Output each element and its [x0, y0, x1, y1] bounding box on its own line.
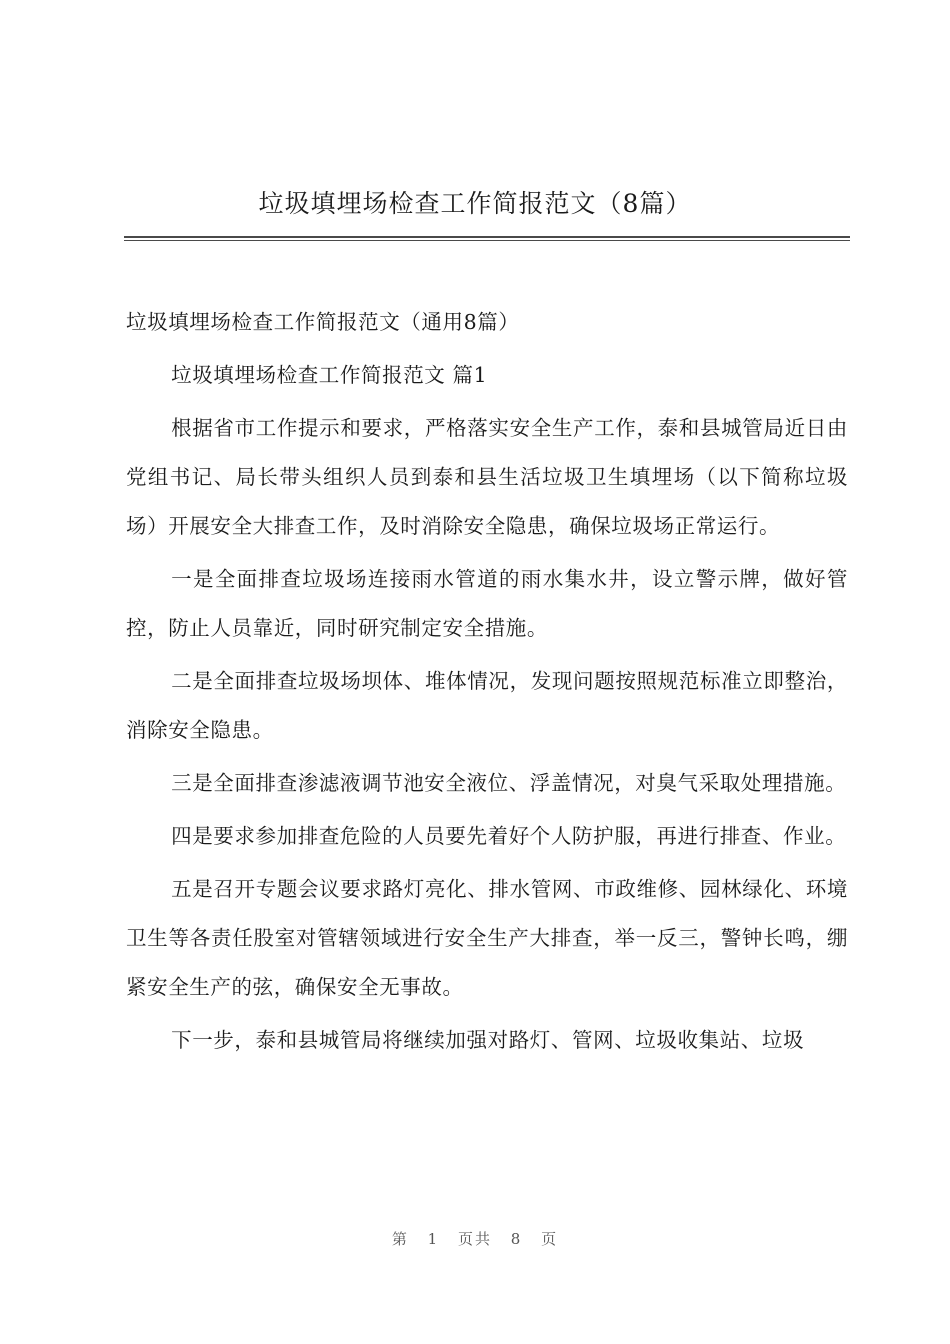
page-footer — [0, 1228, 950, 1249]
paragraph-1: 垃圾填埋场检查工作简报范文 篇1 — [171, 363, 488, 387]
paragraph-3: 一是全面排查垃圾场连接雨水管道的雨水集水井，设立警示牌，做好管控，防止人员靠近，同时研究制定安全措施。 — [126, 567, 848, 640]
title-divider — [124, 236, 850, 241]
paragraph-6: 四是要求参加排查危险的人员要先着好个人防护服，再进行排查、作业。 — [171, 824, 847, 848]
footer-middle: 页共 — [457, 1230, 492, 1248]
paragraph-5: 三是全面排查渗滤液调节池安全液位、浮盖情况，对臭气采取处理措施。 — [171, 771, 847, 795]
paragraph-8: 下一步，泰和县城管局将继续加强对路灯、管网、垃圾收集站、垃圾 — [171, 1028, 805, 1052]
document-body — [126, 298, 848, 1069]
footer-current-page: 1 — [427, 1230, 440, 1248]
footer-prefix: 第 — [391, 1230, 409, 1248]
document-title: 垃圾填埋场检查工作简报范文（8篇） — [258, 189, 692, 218]
paragraph-0: 垃圾填埋场检查工作简报范文（通用8篇） — [126, 310, 520, 334]
footer-suffix: 页 — [541, 1230, 559, 1248]
paragraph-4: 二是全面排查垃圾场坝体、堆体情况，发现问题按照规范标准立即整治，消除安全隐患。 — [126, 669, 848, 742]
paragraph-7: 五是召开专题会议要求路灯亮化、排水管网、市政维修、园林绿化、环境卫生等各责任股室对管辖领域进行安全生产大排查，举一反三，警钟长鸣，绷紧安全生产的弦，确保安全无事故。 — [126, 877, 848, 999]
footer-total-pages: 8 — [510, 1230, 523, 1248]
paragraph-2: 根据省市工作提示和要求，严格落实安全生产工作，泰和县城管局近日由党组书记、局长带头组织人员到泰和县生活垃圾卫生填埋场（以下简称垃圾场）开展安全大排查工作，及时消除安全隐患，确保垃圾场正常运行。 — [126, 416, 848, 538]
